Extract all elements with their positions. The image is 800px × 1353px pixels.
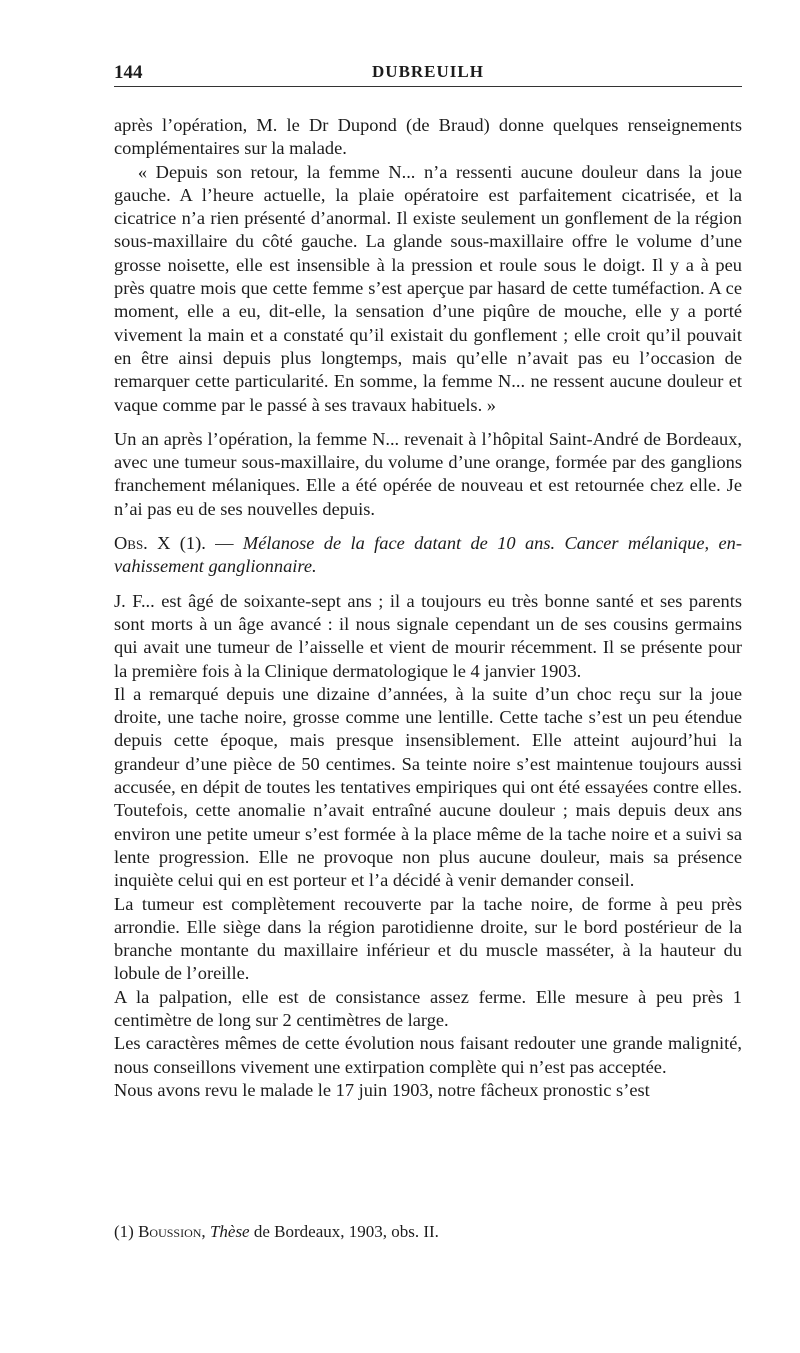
paragraph: La tumeur est complètement recouverte par la tache noire, de forme à peu près arrondie. Elle siège dans la région parotidienne droite, sur le bord postérieur de la branche montante du maxillaire inférieur et du muscle masséter, à la hauteur du lobule de l’oreille. bbox=[114, 893, 742, 984]
observation-label: Obs. X (1). — bbox=[114, 533, 234, 554]
footnote-marker: (1) bbox=[114, 1222, 134, 1241]
footnote-author: Boussion, bbox=[138, 1222, 206, 1241]
paragraph: J. F... est âgé de soixante-sept ans ; il a toujours eu très bonne santé et ses parents sont morts à un âge avancé : il nous signale cependant un de ses cousins germains qui avait une tumeur de l’aisselle et vient de mourir récemment. Il se présente pour la première fois à la Clinique dermatologique le 4 janvier 1903. bbox=[114, 590, 742, 681]
page-header bbox=[114, 62, 742, 87]
paragraph: Nous avons revu le malade le 17 juin 1903, notre fâcheux pronostic s’est bbox=[114, 1079, 650, 1100]
page-number: 144 bbox=[114, 62, 143, 83]
paragraph: Il a remarqué depuis une dizaine d’années, à la suite d’un choc reçu sur la joue droite, une tache noire, grosse comme une lentille. Cette tache s’est un peu étendue depuis cette époque, mais presque insensiblement. Elle atteint aujourd’hui la grandeur d’une pièce de 50 centimes. Sa teinte noire s’est maintenue toujours aussi accusée, en dépit de toutes les tentatives empiriques qui ont été essayées contre elles. Toutefois, cette anomalie n’avait entraîné aucune douleur ; mais depuis deux ans environ une petite umeur s’est formée à la place même de la tache noire et a suivi sa lente progression. Elle ne provoque non plus aucune douleur, mais sa présence inquiète celui qui en est porteur et l’a décidé à venir demander conseil. bbox=[114, 683, 742, 891]
paragraph: A la palpation, elle est de consistance assez ferme. Elle mesure à peu près 1 centimètre de long sur 2 centimètres de large. bbox=[114, 986, 742, 1030]
footnote-work: Thèse bbox=[209, 1222, 250, 1241]
paragraph: Les caractères mêmes de cette évolution nous faisant redouter une grande malignité, nous conseillons vivement une extirpation complète qui n’est pas acceptée. bbox=[114, 1033, 742, 1077]
footnote-rest: de Bordeaux, 1903, obs. II. bbox=[253, 1222, 439, 1241]
body-text bbox=[114, 114, 742, 1102]
running-title: DUBREUILH bbox=[372, 62, 484, 81]
observation-heading bbox=[114, 532, 742, 579]
paragraph: après l’opération, M. le Dr Dupond (de Braud) donne quelques renseignements complémentaires sur la malade. bbox=[114, 115, 742, 159]
paragraph: « Depuis son retour, la femme N... n’a ressenti aucune douleur dans la joue gauche. A l’heure actuelle, la plaie opératoire est parfaitement cicatrisée, et la cicatrice n’a rien présenté d’anormal. Il existe seulement un gonflement de la région sous-maxillaire du côté gauche. La glande sous-maxillaire offre le volume d’une grosse noisette, elle est insensible à la pression et roule sous le doigt. Il y a à peu près quatre mois que cette femme s’est aperçue par hasard de cette tuméfaction. A ce moment, elle a eu, dit-elle, la sensation d’une piqûre de mouche, elle y a porté vivement la main et a constaté qu’il existait du gonflement ; elle croit qu’il pouvait en être ainsi depuis plus longtemps, mais qu’elle n’avait pas eu l’occasion de remarquer cette particularité. En somme, la femme N... ne ressent aucune douleur et vaque comme par le passé à ses travaux habituels. » bbox=[114, 161, 742, 415]
observation-title: Mélanose de la face datant de 10 ans. Cancer mélanique, envahissement ganglionnaire. bbox=[114, 533, 742, 577]
footnote bbox=[114, 1221, 742, 1243]
paragraph: Un an après l’opération, la femme N... revenait à l’hôpital Saint-André de Bordeaux, avec une tumeur sous-maxillaire, du volume d’une orange, formée par des ganglions franchement mélaniques. Elle a été opérée de nouveau et est retournée chez elle. Je n’ai pas eu de ses nouvelles depuis. bbox=[114, 428, 742, 519]
